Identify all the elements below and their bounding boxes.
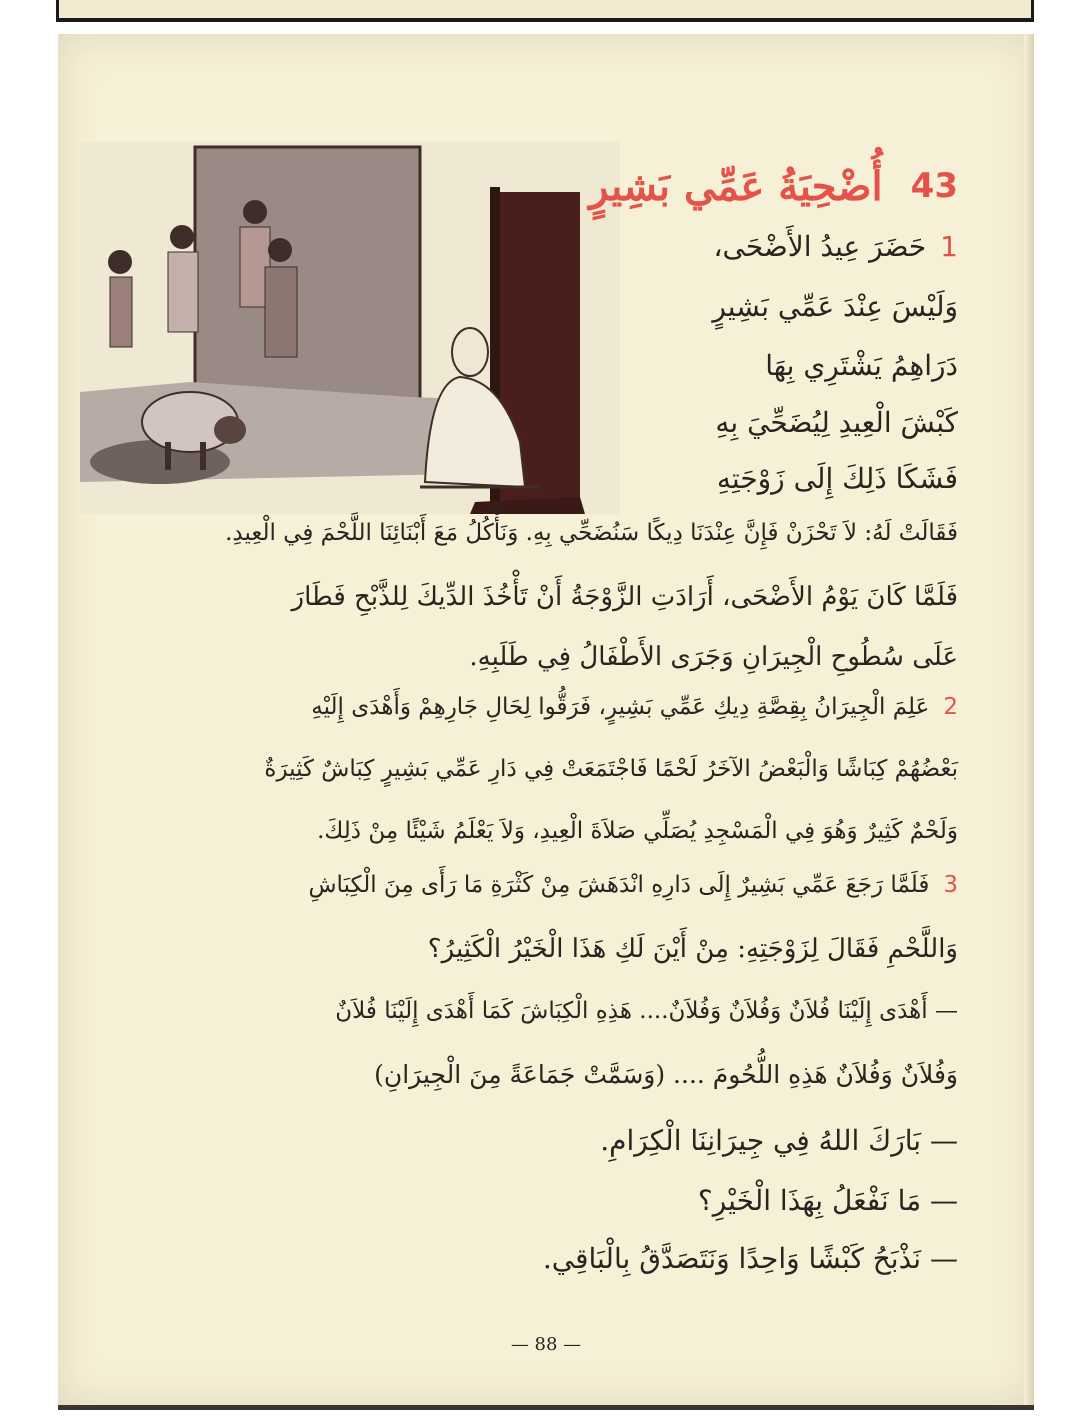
paragraph-1-line-1: 1حَضَرَ عِيدُ الأَضْحَى، xyxy=(713,230,958,263)
lesson-header xyxy=(558,146,958,226)
paragraph-3-line-4: وَفُلاَنٌ وَفُلاَنٌ هَذِهِ اللُّحُومَ .... (وَسَمَّتْ جَمَاعَةً مِنَ الْجِيرَانِ) xyxy=(374,1060,958,1089)
paragraph-1-line-2: وَلَيْسَ عِنْدَ عَمِّي بَشِيرٍ xyxy=(712,290,958,323)
previous-page-edge xyxy=(56,0,1034,22)
paragraph-2-line-3: وَلَحْمٌ كَثِيرٌ وَهُوَ فِي الْمَسْجِدِ يُصَلِّي صَلاَةَ الْعِيدِ، وَلاَ يَعْلَمُ شَيْئًا مِنْ ذَلِكَ. xyxy=(317,818,958,844)
paragraph-3-line-5: — بَارَكَ اللهُ فِي جِيرَانِنَا الْكِرَامِ. xyxy=(600,1124,958,1157)
paragraph-1-line-4: كَبْشَ الْعِيدِ لِيُضَحِّيَ بِهِ xyxy=(715,406,958,439)
lesson-title: أُضْحِيَةُ عَمِّي بَشِيرٍ xyxy=(589,162,883,210)
paragraph-2-line-2: بَعْضُهُمْ كِبَاشًا وَالْبَعْضُ الآخَرُ لَحْمًا فَاجْتَمَعَتْ فِي دَارِ عَمِّي بَشِيرٍ كِبَاشٌ كَثِيرَةٌ xyxy=(264,756,958,782)
lesson-number: 43 xyxy=(910,166,958,206)
paragraph-1-line-5: فَشَكَا ذَلِكَ إِلَى زَوْجَتِهِ xyxy=(716,462,958,495)
paragraph-3-line-3: — أَهْدَى إِلَيْنَا فُلاَنٌ وَفُلاَنٌ وَفُلاَنٌ.... هَذِهِ الْكِبَاشَ كَمَا أَهْدَى إِلَيْنَا فُلاَنٌ xyxy=(335,998,958,1024)
paragraph-3-line-7: — نَذْبَحُ كَبْشًا وَاحِدًا وَنَتَصَدَّقُ بِالْبَاقِي. xyxy=(542,1242,958,1275)
paragraph-3-line-1: 3فَلَمَّا رَجَعَ عَمِّي بَشِيرٌ إِلَى دَارِهِ انْدَهَشَ مِنْ كَثْرَةِ مَا رَأَى مِنَ الْكِبَاشِ xyxy=(308,872,958,898)
paragraph-3-line-6: — مَا نَفْعَلُ بِهَذَا الْخَيْرِ؟ xyxy=(697,1184,958,1217)
paragraph-1-line-3: دَرَاهِمُ يَشْتَرِي بِهَا xyxy=(765,349,958,382)
paragraph-1-line-7: فَلَمَّا كَانَ يَوْمُ الأَضْحَى، أَرَادَتِ الزَّوْجَةُ أَنْ تَأْخُذَ الدِّيكَ لِلذَّبْحِ فَطَارَ xyxy=(291,582,958,612)
illustration-drawing xyxy=(80,142,620,514)
story-illustration xyxy=(80,142,620,514)
page-edge-shadow xyxy=(1024,34,1034,1405)
page-number: — 88 — xyxy=(510,1334,582,1355)
paragraph-2-line-1: 2عَلِمَ الْجِيرَانُ بِقِصَّةِ دِيكِ عَمِّي بَشِيرٍ، فَرَقُّوا لِحَالِ جَارِهِمْ وَأَهْدَى إِلَيْهِ xyxy=(311,694,958,720)
paragraph-3-line-2: وَاللَّحْمِ فَقَالَ لِزَوْجَتِهِ: مِنْ أَيْنَ لَكِ هَذَا الْخَيْرُ الْكَثِيرُ؟ xyxy=(427,934,958,964)
book-page xyxy=(58,34,1034,1410)
paragraph-number-1: 1 xyxy=(940,230,958,263)
paragraph-number-3: 3 xyxy=(943,872,958,898)
paragraph-1-line-8: عَلَى سُطُوحِ الْجِيرَانِ وَجَرَى الأَطْفَالُ فِي طَلَبِهِ. xyxy=(469,642,958,672)
paragraph-1-line-6: فَقَالَتْ لَهُ: لاَ تَحْزَنْ فَإِنَّ عِنْدَنَا دِيكًا سَنُضَحِّي بِهِ. وَنَأْكُلُ مَعَ أَبْنَائِنَا اللَّحْمَ فِي الْعِيدِ. xyxy=(225,520,958,546)
paragraph-number-2: 2 xyxy=(943,694,958,720)
